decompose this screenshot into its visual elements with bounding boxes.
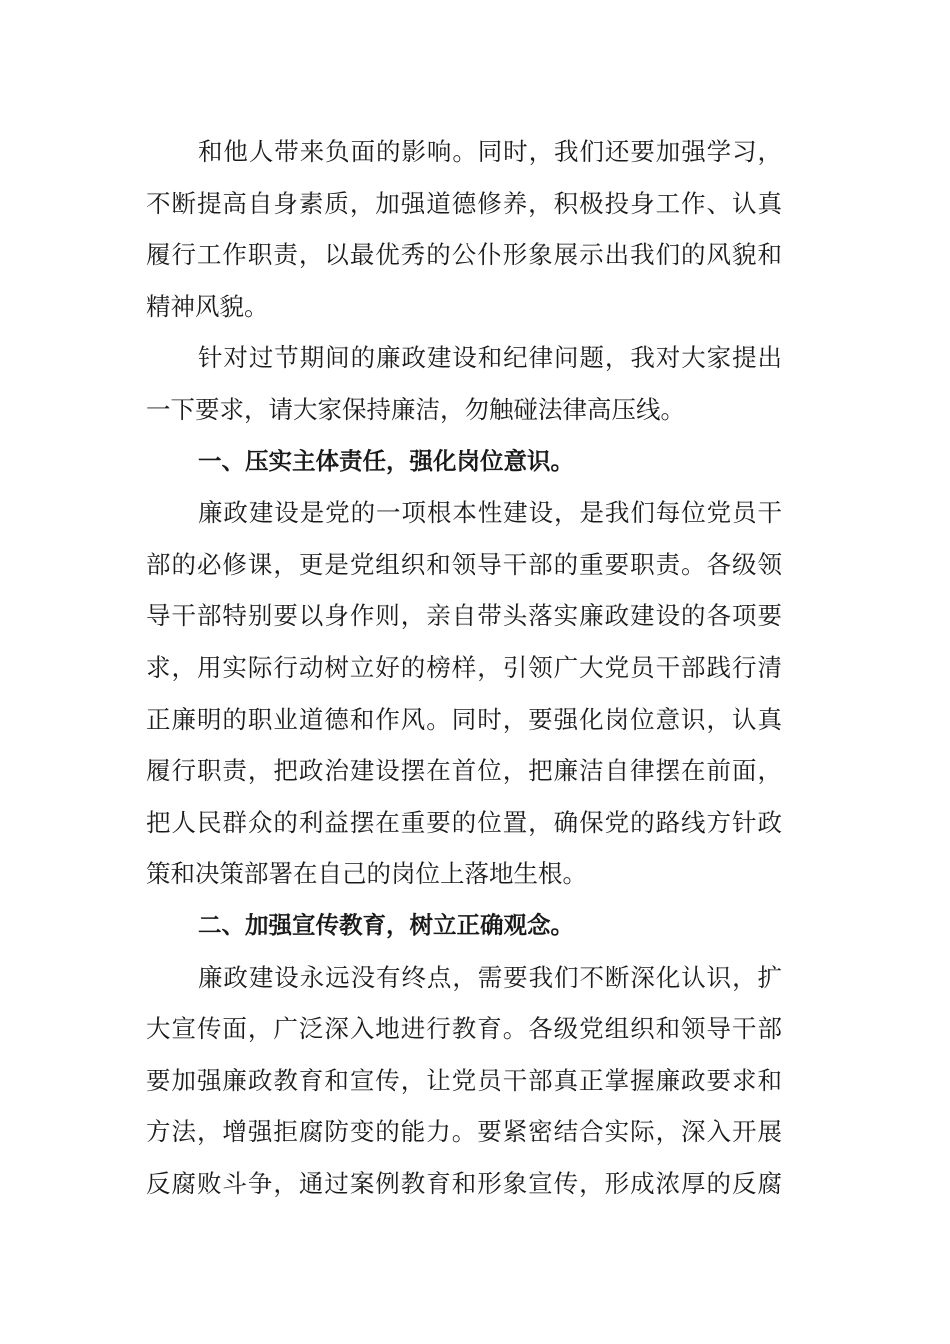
text-line: 正廉明的职业道德和作风。同时，要强化岗位意识，认真 — [146, 704, 782, 734]
text-line: 策和决策部署在自己的岗位上落地生根。 — [146, 859, 587, 889]
text-line: 要加强廉政教育和宣传，让党员干部真正掌握廉政要求和 — [146, 1065, 782, 1095]
text-line: 廉政建设是党的一项根本性建设，是我们每位党员干 — [198, 498, 782, 528]
document-page — [146, 126, 782, 1209]
text-line: 和他人带来负面的影响。同时，我们还要加强学习， — [198, 137, 782, 166]
text-line: 把人民群众的利益摆在重要的位置，确保党的路线方针政 — [146, 807, 782, 837]
text-line: 导干部特别要以身作则，亲自带头落实廉政建设的各项要 — [146, 601, 782, 631]
text-line: 反腐败斗争，通过案例教育和形象宣传，形成浓厚的反腐 — [146, 1168, 782, 1198]
text-line: 一下要求，请大家保持廉洁，勿触碰法律高压线。 — [146, 394, 685, 424]
text-line: 部的必修课，更是党组织和领导干部的重要职责。各级领 — [146, 549, 782, 579]
section-heading-text: 一、压实主体责任，强化岗位意识。 — [198, 446, 574, 475]
paragraph — [146, 487, 782, 900]
paragraph — [146, 332, 782, 435]
text-line: 不断提高自身素质，加强道德修养，积极投身工作、认真 — [146, 188, 782, 218]
paragraph — [146, 952, 782, 1210]
text-line: 针对过节期间的廉政建设和纪律问题，我对大家提出 — [198, 343, 782, 373]
section-heading — [146, 900, 782, 952]
section-heading-text: 二、加强宣传教育，树立正确观念。 — [198, 910, 574, 939]
text-line: 大宣传面，广泛深入地进行教育。各级党组织和领导干部 — [146, 1014, 782, 1044]
paragraph — [146, 126, 782, 332]
section-heading — [146, 436, 782, 488]
text-line: 精神风貌。 — [146, 291, 269, 321]
text-line: 方法，增强拒腐防变的能力。要紧密结合实际，深入开展 — [146, 1117, 782, 1147]
text-line: 履行职责，把政治建设摆在首位，把廉洁自律摆在前面， — [146, 756, 782, 786]
text-line: 廉政建设永远没有终点，需要我们不断深化认识，扩 — [198, 962, 782, 992]
text-line: 履行工作职责，以最优秀的公仆形象展示出我们的风貌和 — [146, 240, 782, 270]
text-line: 求，用实际行动树立好的榜样，引领广大党员干部践行清 — [146, 652, 782, 682]
